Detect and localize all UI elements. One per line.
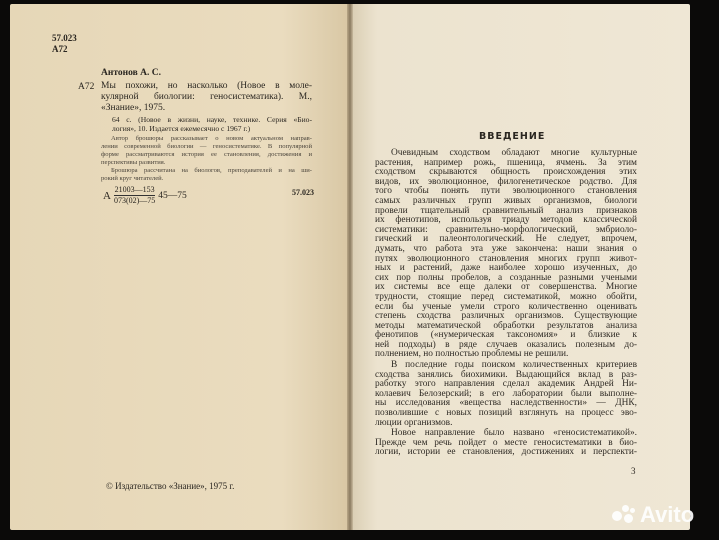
- text-line: их системы все еще далеки от совершенства. Многие: [375, 282, 637, 293]
- bibliographic-title: [101, 81, 312, 114]
- text-line: их фенотипов, используя триаду методов классической: [375, 215, 637, 226]
- text-line: ней подходы) в ряде случаев оказались полезным до-: [375, 339, 637, 350]
- text-line: видов, их эволюционное, филогенетическое родство. Для: [375, 176, 637, 187]
- text-line: путях эволюционного становления многих групп живот-: [375, 253, 637, 264]
- text-line: Брошюра рассчитана на биологов, преподавателей и на ши-: [111, 167, 312, 174]
- text-line: позволившие с новых позиций взглянуть на процесс эво-: [375, 408, 637, 419]
- text-line: полнением, но полностью проблемы не решили.: [375, 349, 569, 360]
- text-line: самых различных групп живых организмов, биологи: [375, 195, 637, 206]
- text-line: перспективы развития.: [101, 159, 166, 166]
- text-line: гический и палеонтологический. Не следует, впрочем,: [375, 234, 637, 245]
- code-number: 45—75: [158, 190, 187, 201]
- paragraph: [375, 149, 637, 360]
- text-line: колаевич Белозерский; в его лаборатории были выполне-: [375, 388, 637, 399]
- avito-logo-icon: [612, 505, 636, 525]
- text-line: В последние годы поиском количественных критериев: [391, 360, 637, 371]
- text-line: растения, например рожь, пшеница, ячмень. За этим: [375, 157, 637, 168]
- text-line: Мы похожи, но насколько (Новое в моле-: [101, 81, 312, 91]
- text-line: 64 с. (Новое в жизни, науке, технике. Серия «Био-: [112, 115, 312, 124]
- text-line: сходства занялись биохимики. Выдающийся вклад в раз-: [375, 369, 637, 380]
- page-number: 3: [631, 466, 636, 476]
- text-line: люции организмов.: [375, 417, 453, 428]
- watermark-text: Avito: [640, 502, 695, 527]
- avito-watermark: [612, 502, 694, 528]
- text-line: провели тщательный сравнительный анализ признаков: [375, 205, 637, 216]
- text-line: сих пор полны пробелов, а созданные разными учеными: [375, 272, 637, 283]
- text-line: логии, истории ее становления, достижениях и перспекти-: [375, 447, 637, 458]
- text-line: того чтобы понять пути эволюционного становления: [375, 186, 637, 197]
- code-numerator: 21003—153: [114, 185, 155, 194]
- code-fraction: [114, 185, 155, 206]
- paragraph: [375, 361, 637, 428]
- text-line: рокий круг читателей.: [101, 175, 164, 182]
- text-line: систематики: сравнительно-морфологический, эмбриоло-: [375, 224, 637, 235]
- body-text: [375, 149, 637, 459]
- index-mark: A72: [78, 82, 95, 92]
- copyright: © Издательство «Знание», 1975 г.: [106, 481, 235, 491]
- code-letter: А: [103, 189, 111, 202]
- text-line: степень сходства различных организмов. Существующие: [375, 311, 637, 322]
- classification-code: [103, 185, 187, 206]
- text-line: форме рассматриваются история ее становления, достижения и: [101, 151, 312, 158]
- text-line: «Знание», 1975.: [101, 103, 166, 113]
- series-info: [112, 115, 312, 133]
- annotation: [101, 135, 312, 183]
- text-line: Новое направление было названо «геносистематикой».: [391, 428, 637, 439]
- book-spine: [347, 4, 353, 530]
- text-line: работку этого направления сделал академик Андрей Ни-: [375, 379, 637, 390]
- text-line: трудности, стоящие перед систематикой, можно обойти,: [375, 291, 637, 302]
- catalog-code: 57.023: [52, 33, 77, 43]
- catalog-letter: A72: [52, 44, 68, 54]
- paragraph: [375, 429, 637, 458]
- text-line: если бы ученые умели строго количественно оценивать: [375, 301, 637, 312]
- text-line: ны исследования «вещества наследственности» — ДНК,: [375, 398, 637, 409]
- chapter-heading: ВВЕДЕНИЕ: [479, 131, 546, 142]
- text-line: кулярной биологии: геносистематика). М.,: [101, 92, 312, 102]
- text-line: фенотипов («нумерическая таксономия» и близкие к: [375, 330, 637, 341]
- text-line: ных и растений, даже наиболее хорошо изученных, до: [375, 263, 637, 274]
- text-line: лении современной биологии — геносистематике. В популярной: [101, 143, 312, 150]
- text-line: думать, что работа эта уже закончена: наши знания о: [375, 243, 637, 254]
- author: Антонов А. С.: [101, 68, 161, 78]
- text-line: сходством скрываются общность происхождения этих: [375, 167, 637, 178]
- text-line: Прежде чем речь пойдет о месте геносистематики в био-: [375, 437, 637, 448]
- code-right: 57.023: [292, 188, 314, 197]
- text-line: Очевидным сходством обладают многие культурные: [391, 148, 637, 158]
- text-line: методы математической обработки результатов анализа: [375, 320, 637, 331]
- text-line: логия», 10. Издается ежемесячно с 1967 г.): [112, 124, 251, 133]
- code-denominator: 073(02)—75: [113, 196, 156, 205]
- text-line: Автор брошюры рассказывает о новом актуальном направ-: [111, 135, 312, 142]
